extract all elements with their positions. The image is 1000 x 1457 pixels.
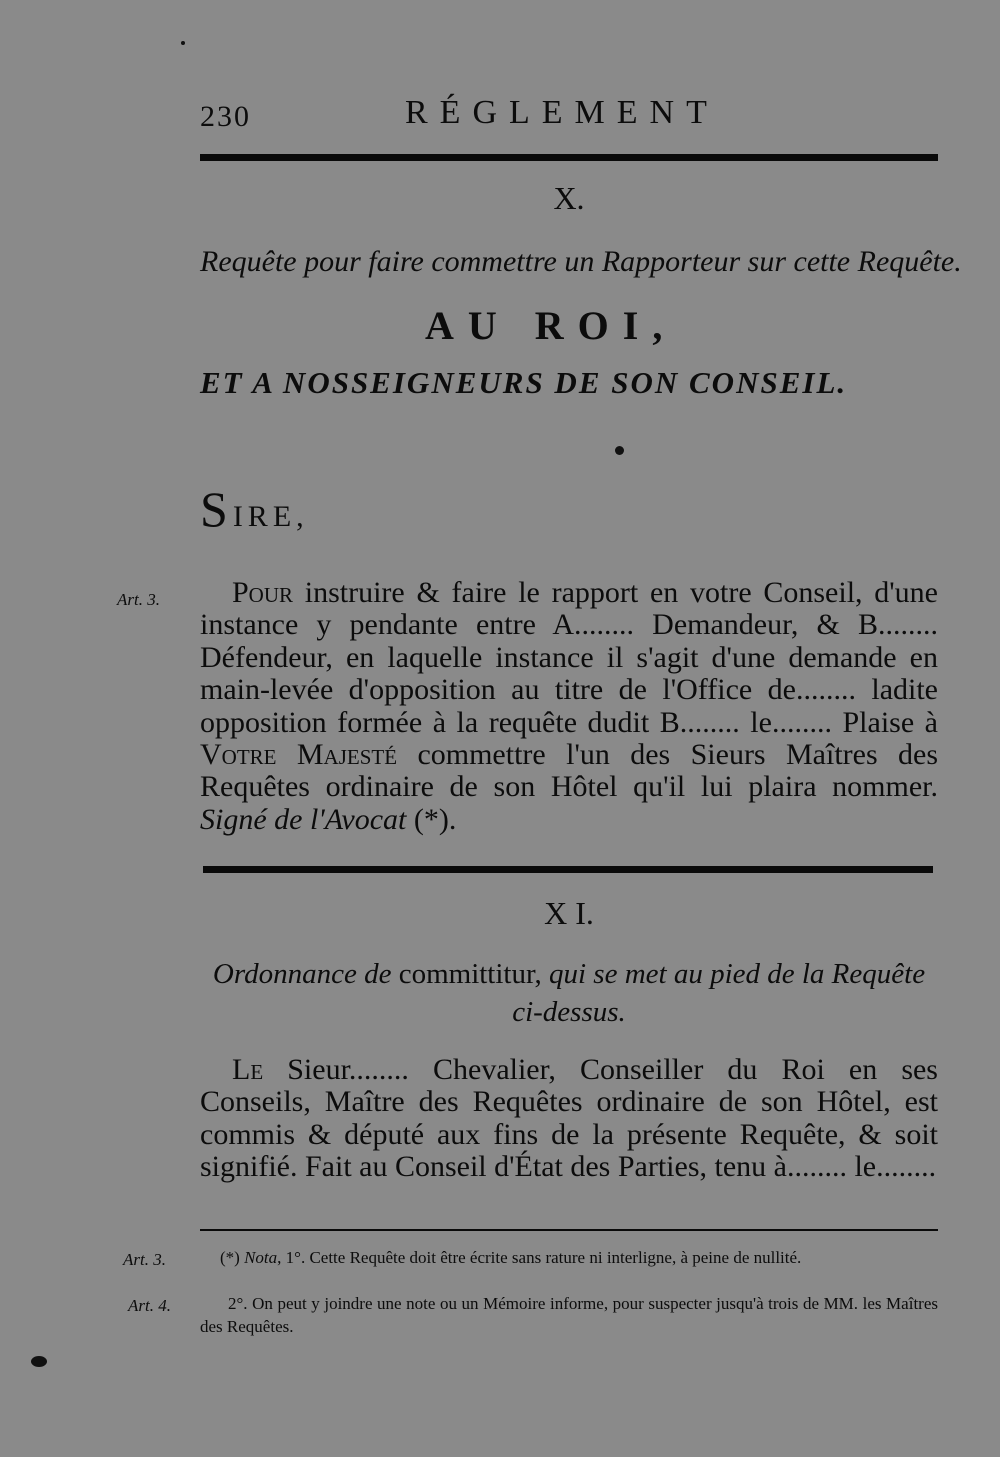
- section-xi-title: [200, 955, 938, 1031]
- section-rule: [203, 866, 933, 873]
- section-xi-numeral: X I.: [544, 895, 594, 931]
- section-xi-title-part: Ordonnance de: [212, 958, 392, 990]
- section-xi-title-part: qui se met au pied de la Requête ci-dessus.: [512, 958, 926, 1028]
- running-title: RÉGLEMENT: [405, 94, 719, 131]
- ink-speck: [181, 41, 185, 45]
- paragraph-text: instruire & faire le rapport en votre Conseil, d'une instance y pendante entre A........ Demandeur, & B........ Défendeur, en laquelle instance il s'agit d'une demande en main-levée d'opposition au titre de l'Office de........ ladite opposition formée à la requête dudit B........ le........ Plaise à: [200, 576, 938, 739]
- page-number: 230: [200, 100, 251, 133]
- footnote-label: Nota: [244, 1248, 278, 1267]
- section-x-numeral: X.: [553, 180, 585, 216]
- majesty-title: Votre Majesté: [200, 738, 398, 772]
- paragraph-lead-word: Le: [232, 1053, 264, 1086]
- footnote-text: 2°. On peut y joindre une note ou un Mémoire informe, pour suspecter jusqu'à trois de MM. les Maîtres des Requêtes.: [200, 1294, 938, 1336]
- section-x-title: Requête pour faire commettre un Rapporteur sur cette Requête.: [200, 245, 962, 278]
- salutation-initial: S: [200, 481, 233, 537]
- footnote-rule: [200, 1229, 938, 1231]
- paragraph-lead-word: Pour: [232, 576, 294, 609]
- section-xi-title-part: committitur,: [391, 958, 549, 990]
- footnote-text: , 1°. Cette Requête doit être écrite sans rature ni interligne, à peine de nullité.: [277, 1248, 802, 1267]
- footnote: [200, 1246, 938, 1269]
- ink-speck: [31, 1356, 47, 1367]
- salutation-rest: IRE,: [232, 500, 309, 533]
- address-line-2: ET A NOSSEIGNEURS DE SON CONSEIL.: [200, 365, 848, 400]
- paragraph-text: commettre l'un des Sieurs Maîtres des Requêtes ordinaire de son Hôtel qu'il lui plaira nommer.: [200, 738, 939, 804]
- footnote-margin-reference: Art. 4.: [128, 1296, 171, 1315]
- footnote-mark: (*): [220, 1248, 245, 1267]
- section-xi-paragraph: [200, 1054, 938, 1184]
- salutation: [200, 480, 309, 538]
- footnote-mark: (*).: [406, 802, 457, 836]
- paragraph-text: Sieur........ Chevalier, Conseiller du Roi en ses Conseils, Maître des Requêtes ordinaire de son Hôtel, est commis & député aux fins de la présente Requête, & soit signifié. Fait au Conseil d'État des Parties, tenu à........ le........: [200, 1053, 938, 1184]
- footnote: [200, 1292, 938, 1338]
- ink-speck: [615, 446, 624, 455]
- margin-reference: Art. 3.: [117, 590, 160, 609]
- address-line-1: AU ROI,: [425, 303, 677, 348]
- footnote-margin-reference: Art. 3.: [123, 1250, 166, 1269]
- signature-note: Signé de l'Avocat: [200, 802, 407, 836]
- header-rule: [200, 154, 938, 161]
- section-x-paragraph: [200, 577, 938, 836]
